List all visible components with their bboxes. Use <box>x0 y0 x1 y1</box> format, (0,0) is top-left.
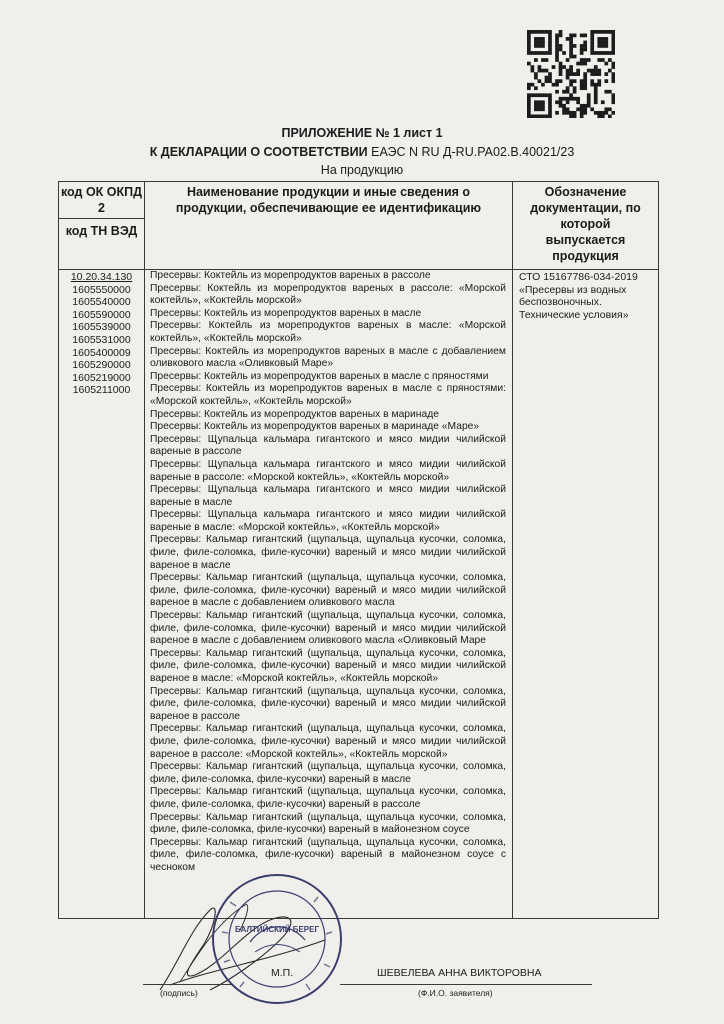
codes-list <box>59 270 144 397</box>
seal-label: М.П. <box>271 967 294 979</box>
codes-cell <box>59 270 145 919</box>
applicant-name: ШЕВЕЛЕВА АННА ВИКТОРОВНА <box>377 967 542 979</box>
qr-code <box>527 30 615 118</box>
product-item: Пресервы: Коктейль из морепродуктов вареных в маринаде «Маре» <box>150 421 480 433</box>
doc-cell <box>513 270 659 919</box>
products-table <box>58 181 659 919</box>
declaration-prefix: К ДЕКЛАРАЦИИ О СООТВЕТСТВИИ <box>149 145 368 159</box>
product-item: Пресервы: Коктейль из морепродуктов вареных в масле с пряностями: «Морской коктейль», «Коктейль морской» <box>150 383 506 407</box>
declaration-number: ЕАЭС N RU Д-RU.PA02.B.40021/23 <box>371 145 575 159</box>
product-item: Пресервы: Кальмар гигантский (щупальца, щупальца кусочки, соломка, филе, филе-соломка, филе-кусочки) вареный в масле <box>150 761 506 785</box>
product-item: Пресервы: Кальмар гигантский (щупальца, щупальца кусочки, соломка, филе, филе-соломка, филе-кусочки) вареный и мясо мидии чилийской вареное в рассоле <box>150 685 506 722</box>
table-row <box>59 270 659 919</box>
names-cell <box>145 270 513 919</box>
signature-caption: (подпись) <box>160 988 198 998</box>
declaration-title <box>0 145 724 159</box>
product-item: Пресервы: Кальмар гигантский (щупальца, щупальца кусочки, соломка, филе, филе-соломка, филе-кусочки) вареный и мясо мидии чилийской вареное в масле с добавлением оливкового масла «Оливковый Маре <box>150 610 506 647</box>
product-item: Пресервы: Коктейль из морепродуктов вареных в маринаде <box>150 408 439 420</box>
product-item: Пресервы: Щупальца кальмара гигантского и мясо мидии чилийской вареные в масле: «Морской коктейль», «Коктейль морской» <box>150 509 506 533</box>
signature-line <box>143 984 233 985</box>
code-item: 1605590000 <box>72 308 131 321</box>
product-item: Пресервы: Коктейль из морепродуктов вареных в масле <box>150 307 422 319</box>
appendix-title: ПРИЛОЖЕНИЕ № 1 лист 1 <box>281 126 443 140</box>
applicant-line <box>340 984 592 985</box>
product-item: Пресервы: Щупальца кальмара гигантского и мясо мидии чилийской вареные в рассоле: «Морской коктейль», «Коктейль морской» <box>150 458 506 483</box>
product-item: Пресервы: Щупальца кальмара гигантского и мясо мидии чилийской вареные в рассоле <box>150 433 506 458</box>
header-tnved: код ТН ВЭД <box>59 218 144 239</box>
product-item: Пресервы: Кальмар гигантский (щупальца, щупальца кусочки, соломка, филе, филе-соломка, филе-кусочки) вареный и мясо мидии чилийской вареное в масле с добавлением оливкового масла <box>150 572 506 609</box>
code-item: 1605540000 <box>72 296 131 309</box>
product-item: Пресервы: Коктейль из морепродуктов вареных в рассоле: «Морской коктейль», «Коктейль морской» <box>150 282 506 307</box>
svg-text:БАЛТИЙСКИЙ БЕРЕГ: БАЛТИЙСКИЙ БЕРЕГ <box>235 925 319 934</box>
products-list <box>145 270 512 875</box>
product-item: Пресервы: Кальмар гигантский (щупальца, щупальца кусочки, соломка, филе, филе-соломка, филе-кусочки) вареный в майонезном соусе <box>150 811 506 836</box>
code-item: 1605219000 <box>72 371 131 384</box>
header-name-cell <box>145 182 513 270</box>
header-doc: Обозначение документации, по которой выпускается продукция <box>530 185 641 263</box>
code-item: 1605550000 <box>72 283 131 296</box>
header-name: Наименование продукции и иные сведения о продукции, обеспечивающие ее идентификацию <box>175 185 482 215</box>
header-doc-cell <box>513 182 659 270</box>
product-item: Пресервы: Коктейль из морепродуктов вареных в масле: «Морской коктейль», «Коктейль морской» <box>150 320 506 344</box>
header-okpd: код ОК ОКПД 2 <box>60 185 143 215</box>
code-item: 1605539000 <box>72 321 131 334</box>
header-codes-cell <box>59 182 145 270</box>
code-item: 1605211000 <box>72 384 131 397</box>
product-item: Пресервы: Коктейль из морепродуктов вареных в рассоле <box>150 270 431 281</box>
product-subtitle: На продукцию <box>320 163 404 177</box>
product-item: Пресервы: Коктейль из морепродуктов вареных в масле с пряностями <box>150 370 489 382</box>
code-item: 10.20.34.130 <box>70 271 133 283</box>
code-item: 1605531000 <box>72 333 131 346</box>
company-stamp <box>210 872 344 1006</box>
code-item: 1605290000 <box>72 359 131 372</box>
product-item: Пресервы: Кальмар гигантский (щупальца, щупальца кусочки, соломка, филе, филе-соломка, филе-кусочки) вареный и мясо мидии чилийской вареное в рассоле: «Морской коктейль», «Коктейль морской» <box>150 723 506 760</box>
product-item: Пресервы: Коктейль из морепродуктов вареных в масле с добавлением оливкового масла «Оливковый Маре» <box>150 345 506 370</box>
code-item: 1605400009 <box>72 346 131 359</box>
product-item: Пресервы: Щупальца кальмара гигантского и мясо мидии чилийской вареные в масле <box>150 484 506 508</box>
product-item: Пресервы: Кальмар гигантский (щупальца, щупальца кусочки, соломка, филе, филе-соломка, филе-кусочки) вареный в рассоле <box>150 786 506 810</box>
table-header-row <box>59 182 659 270</box>
documentation-text: СТО 15167786-034-2019 «Пресервы из водных беспозвоночных. Технические условия» <box>519 271 638 321</box>
product-item: Пресервы: Кальмар гигантский (щупальца, щупальца кусочки, соломка, филе, филе-соломка, филе-кусочки) вареный и мясо мидии чилийской вареное в масле: «Морской коктейль», «Коктейль морской» <box>150 647 506 684</box>
applicant-caption: (Ф.И.О. заявителя) <box>418 988 493 998</box>
product-item: Пресервы: Кальмар гигантский (щупальца, щупальца кусочки, соломка, филе, филе-соломка, филе-кусочки) вареный в майонезном соусе с чесноком <box>150 836 506 873</box>
product-item: Пресервы: Кальмар гигантский (щупальца, щупальца кусочки, соломка, филе, филе-соломка, филе-кусочки) вареный и мясо мидии чилийской вареное в масле <box>150 534 506 571</box>
